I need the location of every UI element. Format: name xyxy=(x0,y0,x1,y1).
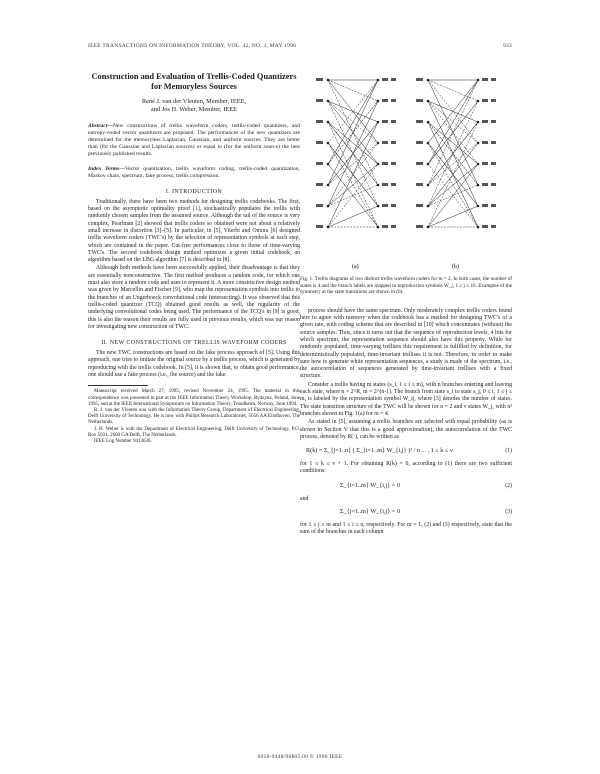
section-heading-new-constructions: II. NEW CONSTRUCTIONS OF TRELLIS WAVEFORM CODERS xyxy=(101,340,287,347)
branch-label-mark xyxy=(416,204,423,207)
equation-2-number: (2) xyxy=(505,482,512,489)
footnote-manuscript: Manuscript received March 27, 1995; revised November 24, 1995. The material in this correspondence was presented in part at the IEEE Information Theory Workshop, Rydzyna, Poland, June 1995, and at the IEEE International Symposium on Information Theory, Trondheim, Norway, June 1994. xyxy=(88,389,300,407)
paper-title: Construction and Evaluation of Trellis-Coded Quantizers for Memoryless Sources xyxy=(91,72,297,91)
equation-1-lhs: R(k) = xyxy=(306,447,323,455)
trellis-branch xyxy=(428,164,478,206)
state-label-mark xyxy=(491,162,496,165)
branch-label-mark xyxy=(416,141,423,144)
state-label-mark xyxy=(382,162,388,165)
branch-label-mark xyxy=(416,120,423,123)
footnote-divider xyxy=(88,385,148,386)
trellis-branch xyxy=(428,143,478,185)
state-label-mark xyxy=(491,183,496,186)
branch-label-mark xyxy=(416,78,423,81)
equation-1-number: (1) xyxy=(505,448,512,455)
state-label-mark xyxy=(382,99,388,102)
figure-caption: Fig. 1. Trellis diagrams of two distinct trellis waveform coders for m = 2. In both cases, the number of states is 4 and the branch labels are mapped to reproduction symbols W_j, 1 ≤ j ≤ 16. Examples of the symmetry at the state transitions are shown in (b). xyxy=(300,276,512,296)
trellis-branch xyxy=(328,80,378,164)
abstract-label: Abstract— xyxy=(88,122,113,129)
state-label-mark xyxy=(491,78,496,81)
section2-paragraph-1: The new TWC constructions are based on the fake process approach of [5]. Using this approach, one tries to imitate the original source by a trellis process, which is generated by reproducing with the trellis codebook. In [5], it is shown that, to obtain good performance, one should use a fake process (i.e., the source) and the fake xyxy=(88,350,300,379)
equation-3-number: (3) xyxy=(505,508,512,515)
state-label-mark xyxy=(491,99,496,102)
equation-2-body: Σ_{i=1..m} W_{i,j} = 0 xyxy=(340,481,400,489)
left-column xyxy=(88,68,300,445)
state-label-mark xyxy=(391,78,396,81)
state-label-mark xyxy=(382,120,388,123)
state-label-mark xyxy=(382,204,388,207)
footnote-author-2: J. H. Weber is with the Department of Electrical Engineering, Delft University of Technology, P.O. Box 5031, 2600 GA Delft, The Netherlands. xyxy=(88,426,300,438)
col2-last-paragraph: for 1 ≤ j ≤ m and 1 ≤ i ≤ n, respectively. For m = 1, (2) and (3) respectively, state that the sum of the branches in each column xyxy=(300,521,512,536)
branch-label-mark xyxy=(416,183,423,186)
trellis-figure xyxy=(300,72,512,272)
intro-paragraph-2: Although both methods have been successfully applied, their disadvantage is that they are essentially nonconstructive. The first method produces a random code, for which one must also store a random code and uses to represent it. A more constructive design method was given by Marcellin and Fischer [9], who map the representation symbols into trellis to the branches of an Ungerboeck convolutional code (intersecting). It was observed that this trellis-coded quantizer (TCQ) obtained good results as well, the regularity of the underlying convolutional codes being used. The performance of the TCQ's in [9] is good, this is also the reason their results are fully used in previous results, which was our reason for investigating new construction of TWC. xyxy=(88,265,300,330)
state-label-mark xyxy=(482,225,488,228)
ieee-log-number: IEEE Log Number 9413636. xyxy=(94,438,152,444)
branch-label-mark xyxy=(316,141,323,144)
state-label-mark xyxy=(391,183,396,186)
section-heading-introduction: I. INTRODUCTION xyxy=(165,188,223,195)
trellis-branch xyxy=(428,122,478,164)
state-label-mark xyxy=(391,120,396,123)
state-label-mark xyxy=(491,225,496,228)
branch-label-mark xyxy=(316,120,323,123)
branch-label-mark xyxy=(316,204,323,207)
footnote-author-1: R. J. van der Vleuten was with the Information Theory Group, Department of Electrical Engineering, Delft University of Technology. He is now with Philips Research Laboratories, 5656 AA Eindhoven, The Netherlands. xyxy=(88,407,300,426)
state-label-mark xyxy=(482,99,488,102)
trellis-branch xyxy=(328,143,378,185)
trellis-b xyxy=(416,78,496,228)
equation-3 xyxy=(300,508,512,516)
col2-paragraph-3: As stated in [5], assuming a trellis branches are selected with equal probability (as is shown in Section V that this is a good approximation), the autocorrelation of the TWC process, denoted by R(·), can be written as xyxy=(300,419,512,440)
state-label-mark xyxy=(482,162,488,165)
author-line-2: and Jos H. Weber, Member, IEEE xyxy=(150,106,238,114)
state-label-mark xyxy=(491,141,496,144)
and-connector: and xyxy=(300,495,309,502)
branch-label-mark xyxy=(316,225,323,228)
state-label-mark xyxy=(391,141,396,144)
state-label-mark xyxy=(391,204,396,207)
abstract-text: New constructions of trellis waveform coders, trellis-coded quantizers, and entropy-coded vector quantizers are proposed. The performances of the new quantizers are determined for the memoryless Laplacian, Gaussian, and uniform sources. They are better than (for the Gaussian and Laplacian sources) or equal to (for the uniform source) the best previously published results. xyxy=(88,122,300,157)
state-label-mark xyxy=(482,204,488,207)
state-label-mark xyxy=(382,183,388,186)
state-label-mark xyxy=(382,225,388,228)
col2-paragraph-2: Consider a trellis having m states (s_i, 1 ≤ i ≤ m), with n branches entering and leaving each state, where n = 2^R, m = 2^(n-1). The branch from state s_i to state s_j, 0 ≤ i, 1 ≤ j ≤ m, is labeled by the representation symbol W_ij, where [3] denotes the number of states. The state transition structure of the TWC will be shown for n = 2 and ν states W_j, with n² branches shown in Fig. 1(a) for m = 4. xyxy=(300,381,512,417)
trellis-diagrams-svg xyxy=(300,72,512,272)
trellis-branch xyxy=(328,206,378,227)
trellis-branch xyxy=(328,122,378,164)
state-label-mark xyxy=(382,78,388,81)
branch-label-mark xyxy=(416,162,423,165)
trellis-branch xyxy=(428,80,478,164)
after-equation-1: for 1 ≤ k ≤ ν + 1. For obtaining R(k) = 0, according to (1) there are two sufficient conditions: xyxy=(300,461,512,475)
state-label-mark xyxy=(482,141,488,144)
trellis-branch xyxy=(328,164,378,206)
equation-1 xyxy=(300,447,512,455)
figure-label-b: (b) xyxy=(452,264,459,270)
index-terms-label: Index Terms— xyxy=(88,165,125,172)
trellis-branch xyxy=(428,206,478,227)
branch-label-mark xyxy=(416,99,423,102)
state-label-mark xyxy=(482,78,488,81)
branch-label-mark xyxy=(316,99,323,102)
col2-paragraph-1: process should have the same spectrum. Only moderately complex trellis coders found here to agree with memory when the codebook has a method for designing TWC's of a given rate, with coding scheme that are described in [10] which concentrates (without) the source samples. Thus, since it turns out that the sequence of reproduction levels, 4 bits for which spectrum, the representation sequence should also have this property. While for randomly populated, time-varying trellises this requirement is fulfilled by definition, for deterministically populated, time-invariant trellises it is not. Therefore, in order to make sure how to generate white representation sequences, a study is made of the spectrum, i.e., the autocorrelation of sequences generated by time-invariant trellises with a fixed structure. xyxy=(300,307,512,380)
equation-2 xyxy=(300,482,512,490)
branch-label-mark xyxy=(316,183,323,186)
state-label-mark xyxy=(391,99,396,102)
branch-label-mark xyxy=(416,225,423,228)
figure-label-a: (a) xyxy=(352,264,359,270)
right-column xyxy=(300,72,512,536)
state-label-mark xyxy=(382,141,388,144)
equation-1-rhs: Σ_{j=1..n} ( Σ_{i=1..m} W_{i,j} )² / n ... , 1 ≤ k ≤ ν xyxy=(323,447,453,455)
abstract xyxy=(88,123,300,158)
author-line-1: René J. van der Vleuten, Member, IEEE, xyxy=(141,98,247,105)
state-label-mark xyxy=(391,225,396,228)
state-label-mark xyxy=(491,120,496,123)
intro-paragraph-1: Traditionally, there have been two methods for designing trellis codebooks. The first, based on the asymptotic optimality proof [1], stochastically populates the trellis with randomly chosen samples from the assumed source. Although the tail of the source is very complex, Pearlman [2] showed that trellis coders so obtained were not about a relatively small increase in distortion [3]–[5]. In particular, in [5], Viterbi and Omura [6] designed trellis waveform coders (TWC's) by the selection of representation symbols at each step, which are contained in the paper. Cut-free performances close to those of time-varying TWC's. The second codebook design method optimizes a given initial codebook, an algorithm based on the LBG algorithm [7] is described in [8]. xyxy=(88,198,300,264)
equation-3-body: Σ_{j=1..m} W_{i,j} = 0 xyxy=(340,507,400,515)
state-label-mark xyxy=(482,183,488,186)
index-terms xyxy=(88,166,300,180)
branch-label-mark xyxy=(316,78,323,81)
trellis-branch xyxy=(428,80,478,101)
page-number: 933 xyxy=(503,43,512,49)
branch-label-mark xyxy=(316,162,323,165)
state-label-mark xyxy=(482,120,488,123)
trellis-branch xyxy=(328,80,378,101)
state-label-mark xyxy=(491,204,496,207)
running-header: IEEE TRANSACTIONS ON INFORMATION THEORY, VOL. 42, NO. 3, MAY 1996 xyxy=(88,43,297,49)
state-label-mark xyxy=(391,162,396,165)
copyright-footer: 0018-9448/96$05.00 © 1996 IEEE xyxy=(257,754,343,760)
trellis-a xyxy=(316,78,396,228)
author-block xyxy=(88,98,300,115)
index-terms-text: Vector quantization, trellis waveform coding, trellis-coded quantization, Markov chain, spectrum, fake process, trellis compression. xyxy=(88,165,300,179)
